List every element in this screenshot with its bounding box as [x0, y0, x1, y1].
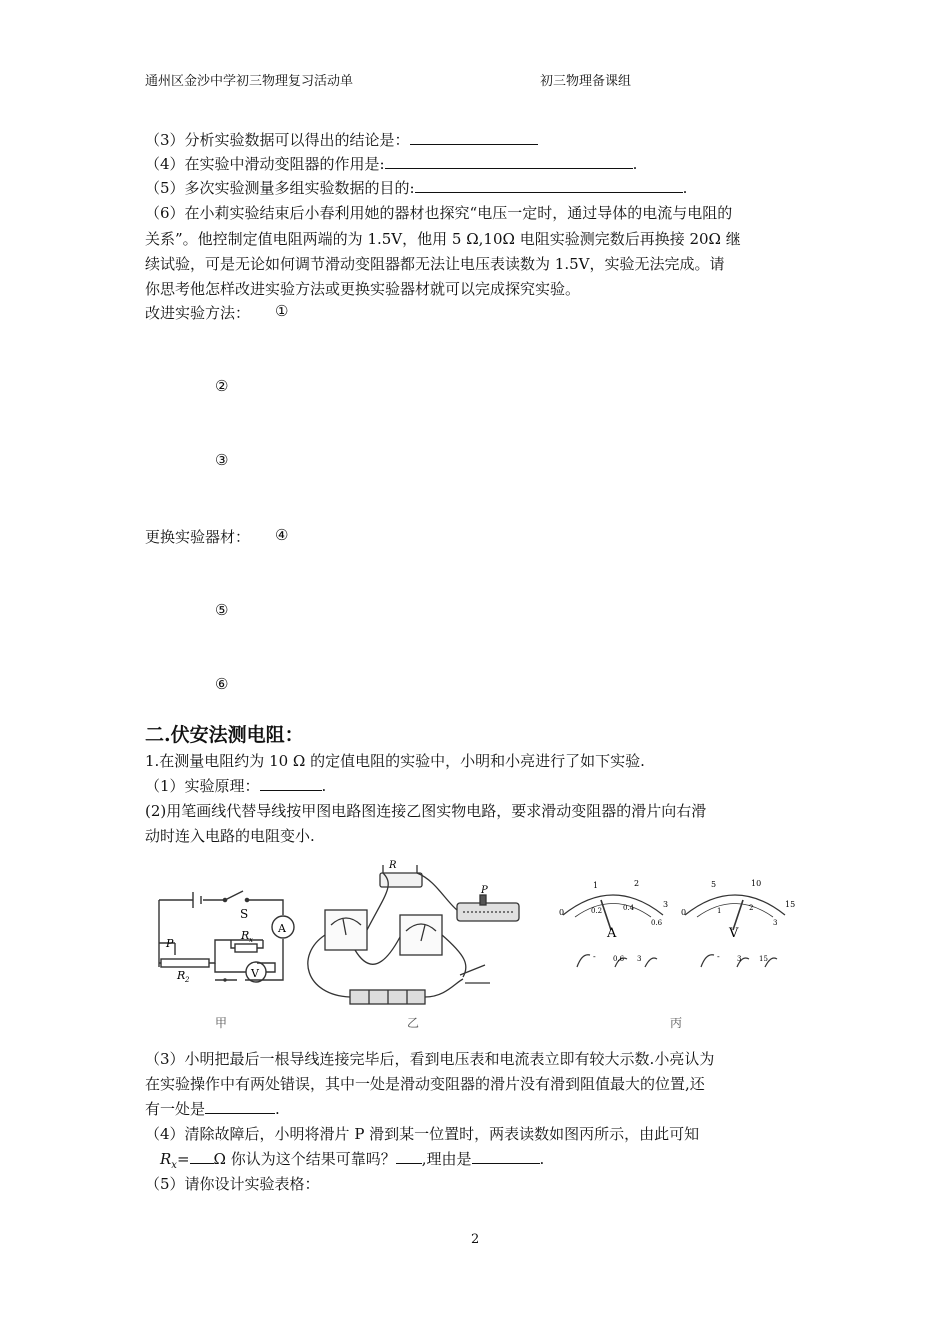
- voltmeter-terminal-neg: -: [717, 952, 720, 961]
- switch-label: S: [240, 907, 249, 921]
- apparatus-r-label: R: [389, 860, 397, 871]
- ammeter-label: A: [607, 926, 617, 941]
- rx-subscript: x: [249, 936, 253, 944]
- voltmeter-terminal-3: 3: [737, 955, 742, 963]
- part2-question-3-line-3: [145, 1098, 280, 1119]
- answer-blank[interactable]: [410, 130, 538, 145]
- question-6-line-4: 你思考他怎样改进实验方法或更换实验器材就可以完成探究实验。: [145, 280, 581, 298]
- ammeter-scale-0: 0: [559, 908, 565, 917]
- part2-question-4-line-1: （4）清除故障后，小明将滑片 P 滑到某一位置时，两表读数如图丙所示，由此可知: [145, 1125, 700, 1143]
- voltmeter-scale-10: 10: [751, 879, 762, 888]
- voltmeter-scale-15: 15: [785, 900, 796, 909]
- period: .: [539, 1150, 545, 1168]
- marker-4: ④: [275, 526, 289, 544]
- voltmeter-symbol-label: V: [251, 967, 259, 980]
- part2-question-5: （5）请你设计实验表格：: [145, 1175, 320, 1193]
- apparatus-p-label: P: [481, 885, 488, 896]
- question-4: [145, 153, 637, 174]
- question-3-tail: 有一处是: [145, 1100, 206, 1118]
- ammeter-inner-0.2: 0.2: [591, 907, 603, 915]
- page-number: 2: [471, 1232, 480, 1247]
- period: .: [632, 155, 638, 173]
- header-left: 通州区金沙中学初三物理复习活动单: [145, 74, 354, 89]
- caption-jia: 甲: [215, 1016, 228, 1030]
- voltmeter-inner-2: 2: [749, 904, 754, 912]
- answer-blank[interactable]: [205, 1099, 275, 1114]
- r2-label: R: [177, 969, 186, 982]
- ammeter-scale-3: 3: [663, 900, 669, 909]
- part2-question-1: [145, 775, 326, 796]
- improve-method-label: 改进实验方法：: [145, 304, 251, 322]
- rx-label: R: [241, 929, 250, 942]
- part2-question-3-line-1: （3）小明把最后一根导线连接完毕后，看到电压表和电流表立即有较大示数.小亮认为: [145, 1050, 715, 1068]
- answer-blank[interactable]: [260, 776, 322, 791]
- voltmeter-inner-3: 3: [773, 919, 778, 927]
- period: .: [321, 777, 327, 795]
- question-4-unit-text: Ω 你认为这个结果可靠吗？: [213, 1150, 396, 1168]
- voltmeter-scale-5: 5: [711, 880, 717, 889]
- ammeter-scale-2: 2: [634, 879, 640, 888]
- header-right: 初三物理备课组: [540, 74, 632, 89]
- rx-symbol: R: [160, 1150, 172, 1168]
- ammeter-scale-1: 1: [593, 881, 599, 890]
- part2-intro: 1.在测量电阻约为 10 Ω 的定值电阻的实验中，小明和小亮进行了如下实验.: [145, 752, 645, 770]
- part2-question-4-line-2: [160, 1148, 544, 1171]
- question-1-text: （1）实验原理：: [145, 777, 260, 795]
- voltmeter-label: V: [729, 926, 739, 941]
- ammeter-symbol-label: A: [278, 922, 286, 935]
- answer-blank[interactable]: [415, 178, 683, 193]
- question-3: [145, 129, 538, 150]
- r2-subscript: 2: [185, 976, 190, 984]
- answer-blank[interactable]: [385, 154, 633, 169]
- marker-5: ⑤: [215, 601, 229, 619]
- ammeter-terminal-3: 3: [637, 955, 642, 963]
- marker-3: ③: [215, 451, 229, 469]
- marker-2: ②: [215, 377, 229, 395]
- period: .: [275, 1100, 280, 1118]
- marker-1: ①: [275, 302, 289, 320]
- voltmeter-inner-1: 1: [717, 907, 722, 915]
- answer-blank-reason[interactable]: [472, 1149, 540, 1164]
- question-6-line-1: （6）在小莉实验结束后小春利用她的器材也探究“电压一定时，通过导体的电流与电阻的: [145, 204, 733, 222]
- circuit-figure: [145, 855, 815, 1030]
- ammeter-terminal-0.6: 0.6: [613, 955, 625, 963]
- ammeter-terminal-neg: -: [593, 952, 596, 961]
- part2-question-2-line-1: (2)用笔画线代替导线按甲图电路图连接乙图实物电路，要求滑动变阻器的滑片向右滑: [145, 802, 707, 820]
- rx-subscript-text: x: [171, 1160, 177, 1171]
- answer-blank-rx[interactable]: [190, 1149, 214, 1164]
- question-4-text: （4）在实验中滑动变阻器的作用是:: [145, 155, 385, 173]
- part2-question-2-line-2: 动时连入电路的电阻变小.: [145, 827, 315, 845]
- ammeter-inner-0.6: 0.6: [651, 919, 663, 927]
- slider-p-label: P: [166, 937, 174, 950]
- ammeter-inner-0.4: 0.4: [623, 904, 635, 912]
- equals: =: [176, 1150, 190, 1168]
- caption-yi: 乙: [407, 1016, 420, 1030]
- voltmeter-terminal-15: 15: [759, 955, 768, 963]
- part2-question-3-line-2: 在实验操作中有两处错误，其中一处是滑动变阻器的滑片没有滑到阻值最大的位置,还: [145, 1075, 705, 1093]
- section-heading: 二.伏安法测电阻：: [145, 724, 304, 746]
- marker-6: ⑥: [215, 675, 229, 693]
- caption-bing: 丙: [670, 1016, 683, 1030]
- voltmeter-scale-0: 0: [681, 908, 687, 917]
- question-6-line-2: 关系”。他控制定值电阻两端的为 1.5V，他用 5 Ω,10Ω 电阻实验测完数后再换接 20Ω 继: [145, 230, 741, 248]
- question-5-text: （5）多次实验测量多组实验数据的目的:: [145, 179, 415, 197]
- question-4-reason-text: ,理由是: [421, 1150, 472, 1168]
- question-6-line-3: 续试验，可是无论如何调节滑动变阻器都无法让电压表读数为 1.5V，实验无法完成。请: [145, 255, 725, 273]
- period: .: [682, 179, 688, 197]
- answer-blank-reliable[interactable]: [396, 1149, 422, 1164]
- replace-equipment-label: 更换实验器材：: [145, 528, 251, 546]
- question-3-text: （3）分析实验数据可以得出的结论是：: [145, 131, 410, 149]
- question-5: [145, 177, 687, 198]
